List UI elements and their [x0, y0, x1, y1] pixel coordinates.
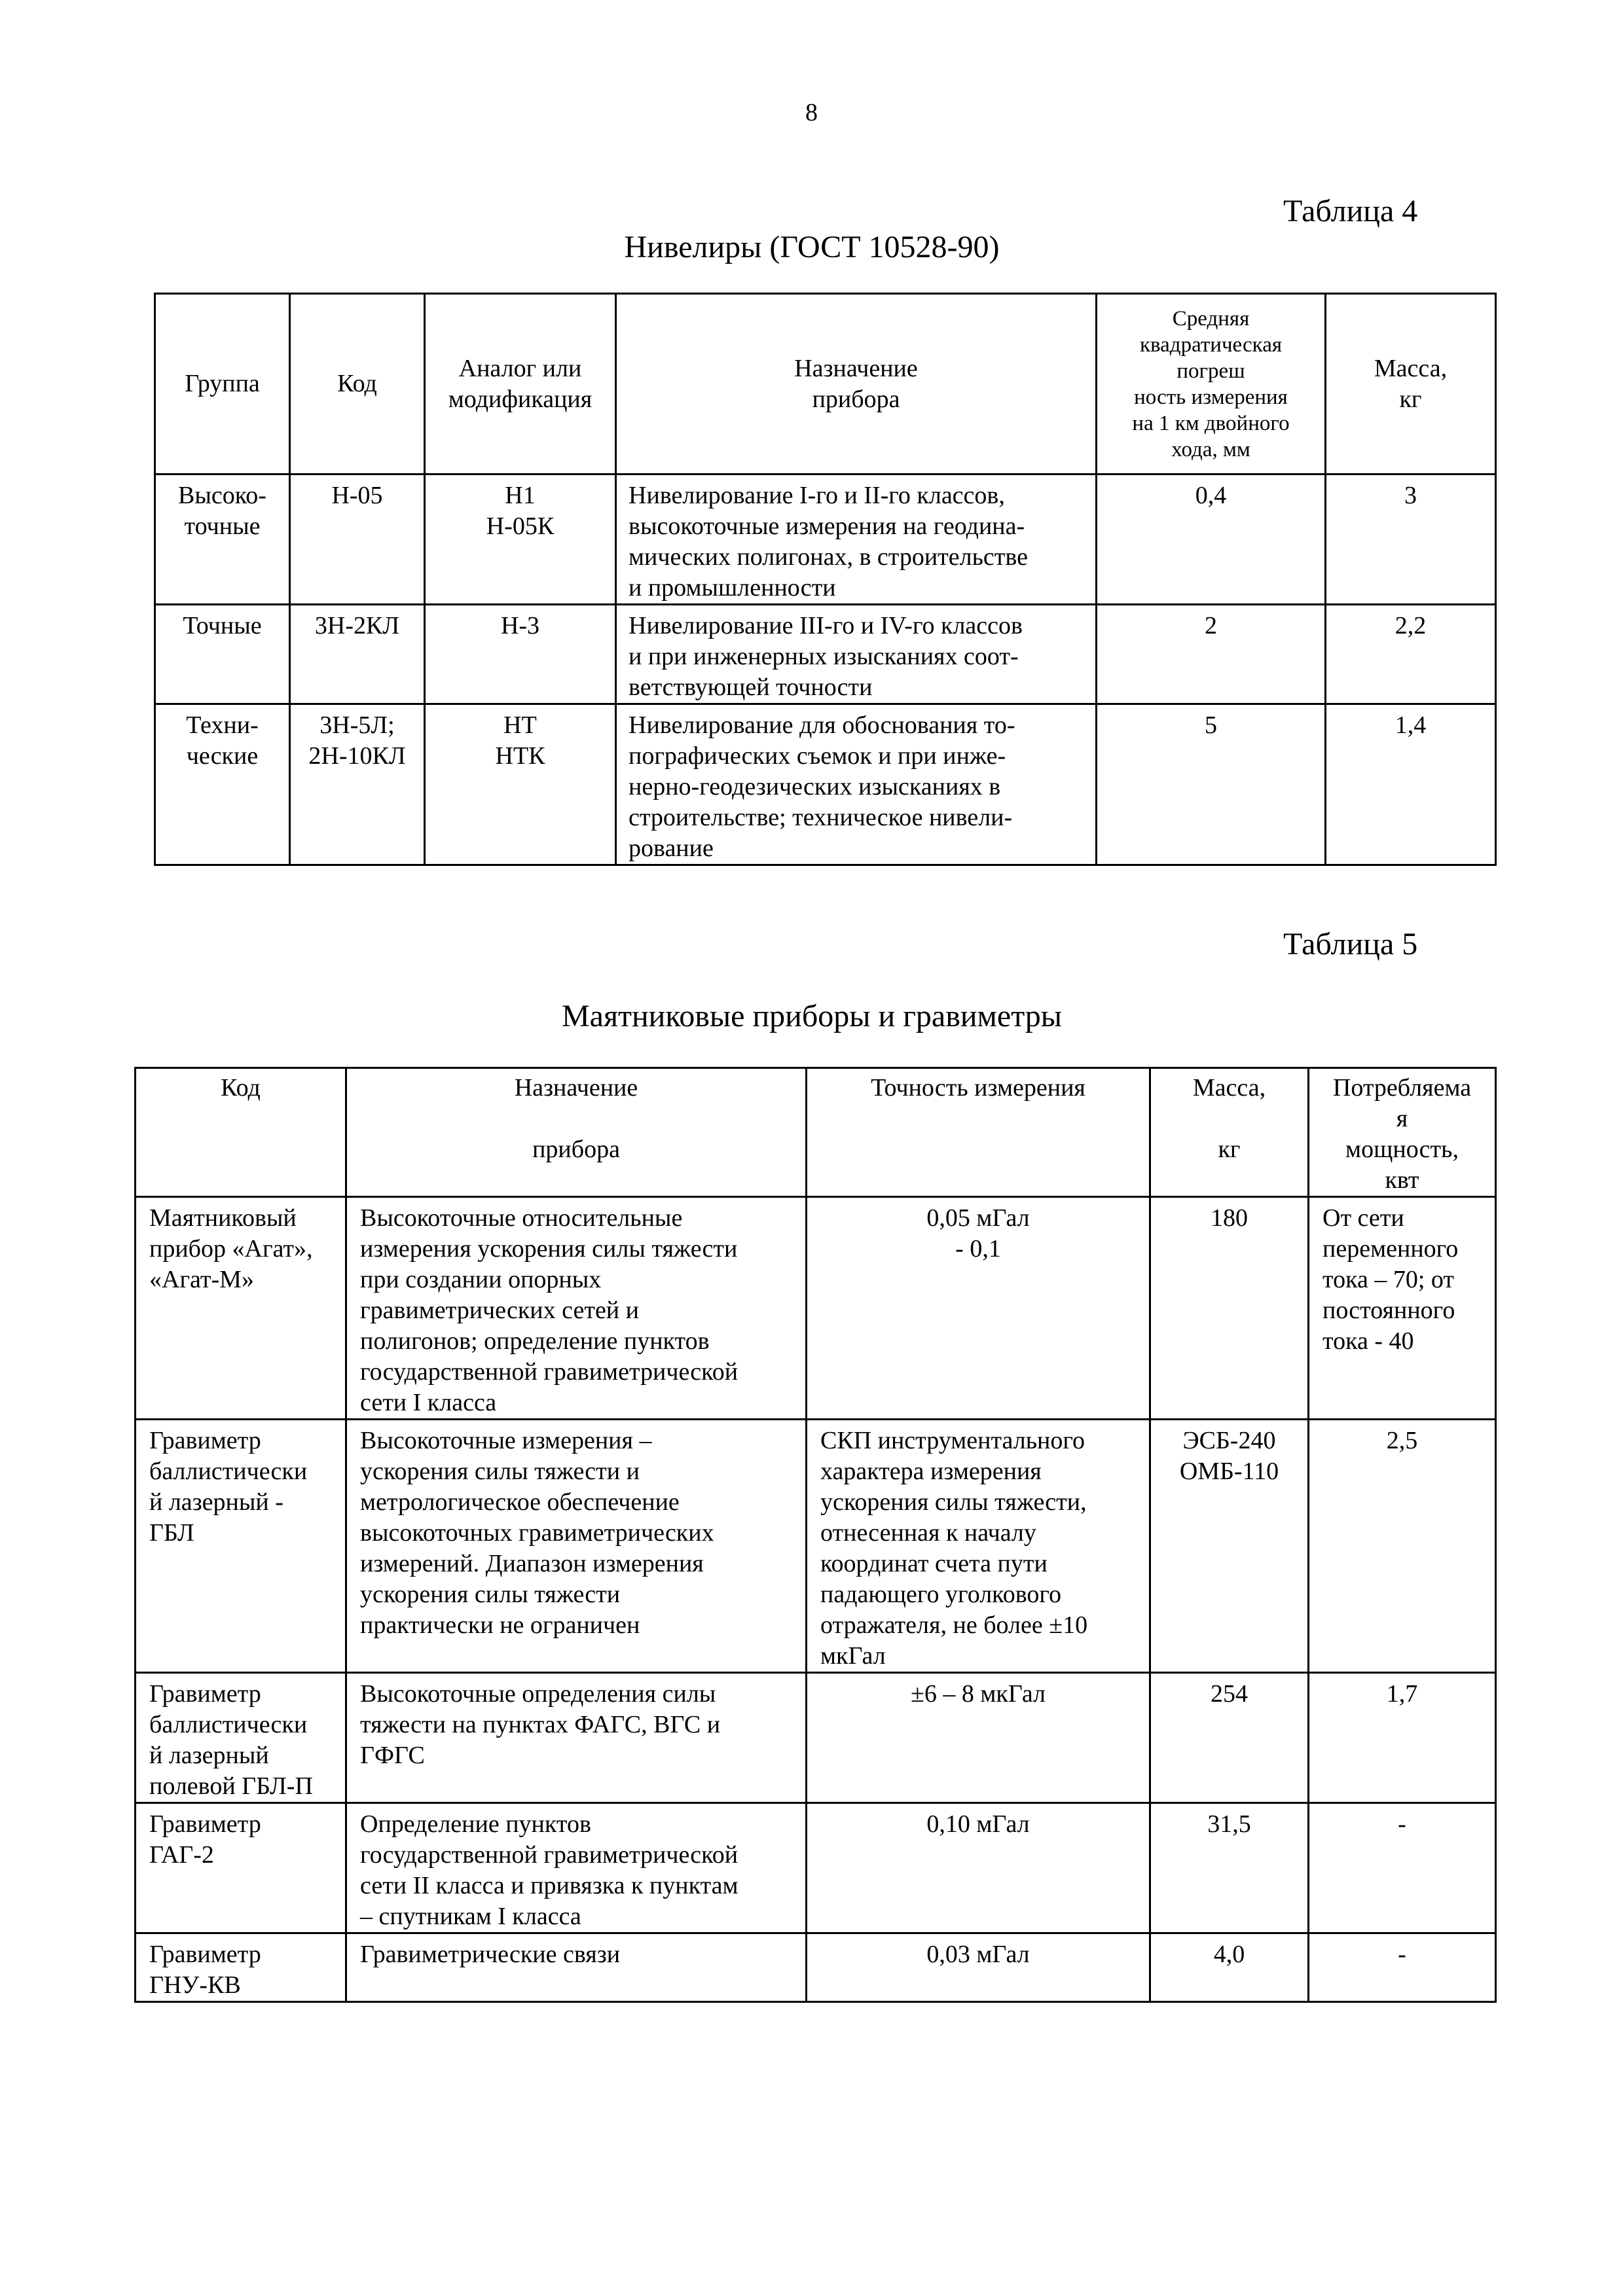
- t4-cell-code: 3Н-5Л; 2Н-10КЛ: [290, 704, 425, 865]
- t5-cell-mass: 254: [1150, 1673, 1309, 1803]
- t4-cell-error: 2: [1097, 605, 1326, 704]
- t4-header-group: Группа: [155, 294, 290, 475]
- t5-cell-mass: 180: [1150, 1197, 1309, 1420]
- table5-gravimeters: [134, 1067, 1497, 2003]
- t5-header-accuracy: Точность измерения: [807, 1068, 1150, 1197]
- table5-caption: Таблица 5: [1283, 927, 1418, 961]
- t5-cell-power: От сети переменного тока – 70; от постоянного тока - 40: [1309, 1197, 1496, 1420]
- table-row: [136, 1420, 1496, 1673]
- table-row: [136, 1933, 1496, 2002]
- t4-cell-code: 3Н-2КЛ: [290, 605, 425, 704]
- t5-cell-code: Маятниковый прибор «Агат», «Агат-М»: [136, 1197, 346, 1420]
- t4-cell-purpose: Нивелирование I-го и II-го классов, высокоточные измерения на геодина- мических полигонах, в строительстве и промышленности: [616, 475, 1097, 605]
- t5-cell-purpose: Высокоточные измерения – ускорения силы тяжести и метрологическое обеспечение высокоточных гравиметрических измерений. Диапазон измерения ускорения силы тяжести практически не ограничен: [346, 1420, 807, 1673]
- table-row: [155, 605, 1496, 704]
- page-number: 8: [805, 99, 818, 126]
- t5-cell-purpose: Высокоточные относительные измерения ускорения силы тяжести при создании опорных гравиметрических сетей и полигонов; определение пунктов государственной гравиметрической сети I класса: [346, 1197, 807, 1420]
- t5-cell-purpose: Гравиметрические связи: [346, 1933, 807, 2002]
- t5-cell-mass: 31,5: [1150, 1803, 1309, 1933]
- t4-cell-code: Н-05: [290, 475, 425, 605]
- table5-header-row: [136, 1068, 1496, 1197]
- t5-cell-accuracy: 0,03 мГал: [807, 1933, 1150, 2002]
- t4-cell-group: Высоко- точные: [155, 475, 290, 605]
- t5-cell-mass: 4,0: [1150, 1933, 1309, 2002]
- table4-levels: [154, 293, 1497, 866]
- t5-cell-code: Гравиметр ГАГ-2: [136, 1803, 346, 1933]
- table-row: [155, 704, 1496, 865]
- t4-cell-error: 0,4: [1097, 475, 1326, 605]
- t5-cell-code: Гравиметр баллистически й лазерный - ГБЛ: [136, 1420, 346, 1673]
- t4-cell-mass: 2,2: [1326, 605, 1496, 704]
- t5-cell-power: 2,5: [1309, 1420, 1496, 1673]
- t4-cell-group: Техни- ческие: [155, 704, 290, 865]
- t4-header-code: Код: [290, 294, 425, 475]
- t5-cell-code: Гравиметр баллистически й лазерный полевой ГБЛ-П: [136, 1673, 346, 1803]
- t4-cell-analog: НТ НТК: [425, 704, 616, 865]
- table5-title: Маятниковые приборы и гравиметры: [561, 999, 1063, 1033]
- t5-cell-purpose: Определение пунктов государственной гравиметрической сети II класса и привязка к пунктам – спутникам I класса: [346, 1803, 807, 1933]
- table4-caption: Таблица 4: [1283, 194, 1418, 228]
- table4-header-row: [155, 294, 1496, 475]
- t4-header-purpose: Назначение прибора: [616, 294, 1097, 475]
- t5-cell-accuracy: ±6 – 8 мкГал: [807, 1673, 1150, 1803]
- t5-cell-code: Гравиметр ГНУ-КВ: [136, 1933, 346, 2002]
- table-row: [155, 475, 1496, 605]
- table-row: [136, 1197, 1496, 1420]
- t5-header-mass: Масса, кг: [1150, 1068, 1309, 1197]
- t5-cell-power: -: [1309, 1933, 1496, 2002]
- t5-header-purpose: Назначение прибора: [346, 1068, 807, 1197]
- t4-header-mass: Масса, кг: [1326, 294, 1496, 475]
- t4-cell-mass: 1,4: [1326, 704, 1496, 865]
- t5-cell-power: 1,7: [1309, 1673, 1496, 1803]
- t5-cell-accuracy: СКП инструментального характера измерения ускорения силы тяжести, отнесенная к началу координат счета пути падающего уголкового отражателя, не более ±10 мкГал: [807, 1420, 1150, 1673]
- t4-cell-purpose: Нивелирование III-го и IV-го классов и при инженерных изысканиях соот- ветствующей точности: [616, 605, 1097, 704]
- t4-cell-group: Точные: [155, 605, 290, 704]
- table4-title: Нивелиры (ГОСТ 10528-90): [624, 230, 1000, 264]
- t5-header-code: Код: [136, 1068, 346, 1197]
- table-row: [136, 1673, 1496, 1803]
- t4-cell-error: 5: [1097, 704, 1326, 865]
- t4-header-error: Средняя квадратическая погреш ность измерения на 1 км двойного хода, мм: [1097, 294, 1326, 475]
- t5-cell-mass: ЭСБ-240 ОМБ-110: [1150, 1420, 1309, 1673]
- t5-cell-power: -: [1309, 1803, 1496, 1933]
- table-row: [136, 1803, 1496, 1933]
- t4-cell-analog: Н1 Н-05К: [425, 475, 616, 605]
- t4-cell-purpose: Нивелирование для обоснования то- пографических съемок и при инже- нерно-геодезических изысканиях в строительстве; техническое нивели- рование: [616, 704, 1097, 865]
- t4-header-analog: Аналог или модификация: [425, 294, 616, 475]
- t4-cell-analog: Н-3: [425, 605, 616, 704]
- t5-cell-accuracy: 0,05 мГал - 0,1: [807, 1197, 1150, 1420]
- t4-cell-mass: 3: [1326, 475, 1496, 605]
- t5-cell-accuracy: 0,10 мГал: [807, 1803, 1150, 1933]
- t5-cell-purpose: Высокоточные определения силы тяжести на пунктах ФАГС, ВГС и ГФГС: [346, 1673, 807, 1803]
- t5-header-power: Потребляема я мощность, квт: [1309, 1068, 1496, 1197]
